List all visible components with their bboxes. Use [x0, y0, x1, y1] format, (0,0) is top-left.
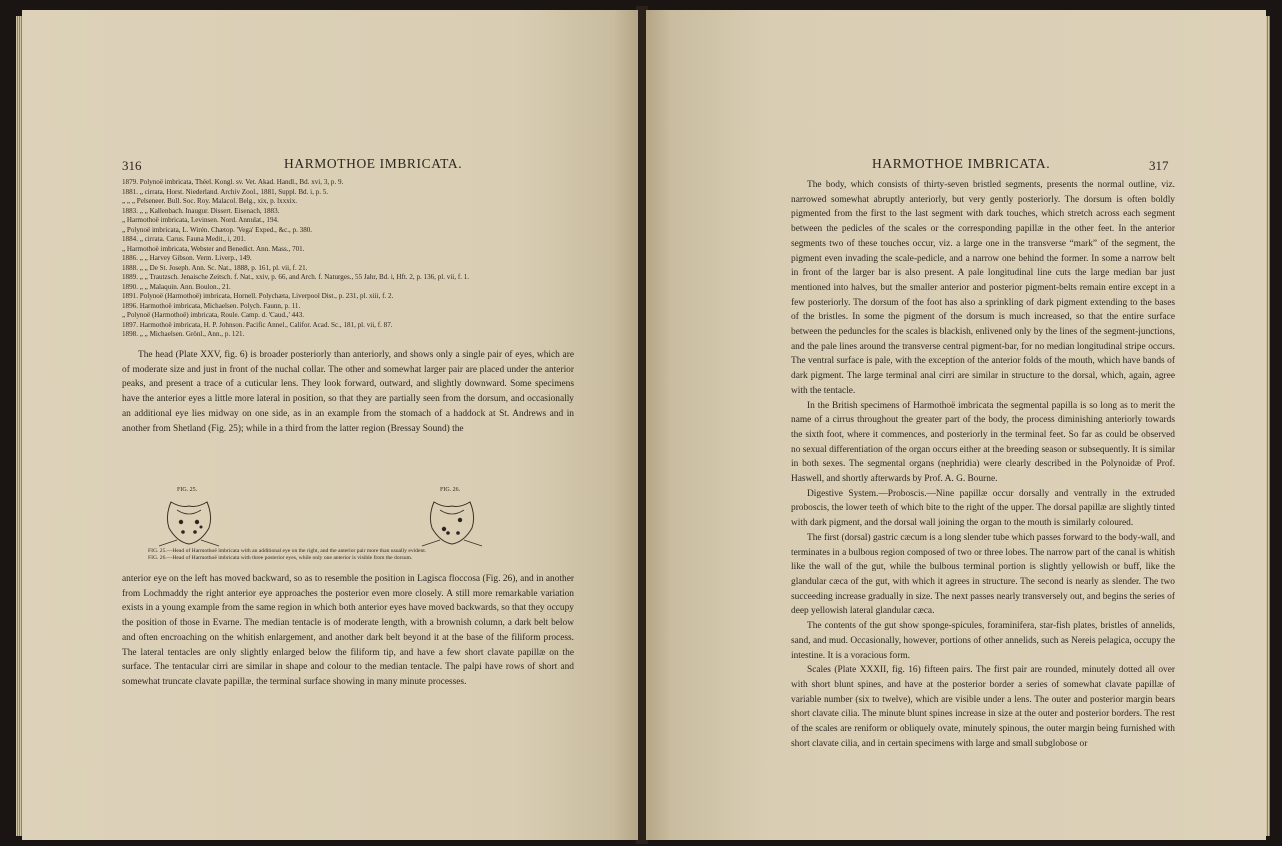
running-head: HARMOTHOE IMBRICATA.	[872, 156, 1051, 171]
reference-line: „ „ „ Pelseneer. Bull. Soc. Roy. Malacol. Belg., xix, p. lxxxix.	[122, 197, 298, 205]
figure-label: FIG. 26.	[440, 487, 461, 493]
paragraph: The head (Plate XXV, fig. 6) is broader posteriorly than anteriorly, and shows only a single pair of eyes, which are of moderate size and just in front of the nuchal collar. The other and somewhat larger pair are placed under the anterior peaks, and present a trace of a cuticular lens. They look forward, outward, and slightly downward. Some specimens have the anterior eyes a little more lateral in position, so that they are partially seen from the dorsum, and occasionally an additional eye lies midway on one side, as in an example from the stomach of a haddock at St. Andrews and in another from Shetland (Fig. 25); while in a third from the latter region (Bressay Sound) the	[122, 350, 574, 434]
figure-captions	[132, 548, 570, 562]
figure-caption: FIG. 26.—Head of Harmothoë imbricata with three posterior eyes, while only one anterior is visible from the dorsum.	[148, 554, 413, 561]
figure-caption: FIG. 25.—Head of Harmothoë imbricata with an additional eye on the right, and the anterior pair more than usually evident.	[148, 548, 427, 554]
figure-label: FIG. 25.	[177, 487, 198, 493]
reference-line: 1898. „ „ Michaelsen. Grönl., Ann., p. 121.	[122, 330, 245, 338]
reference-line: 1884. „ cirrata. Carus. Fauna Medit., i, 201.	[122, 235, 246, 243]
paragraph: The body, which consists of thirty-seven bristled segments, presents the normal outline, viz. narrowed somewhat abruptly anteriorly, but very gently posteriorly. The dorsum is often boldly pigmented from the first to the last segment with dark touches, which stretch across each segment between the pedicles of the scales or the corresponding papillæ in the other feet. In the anterior segments two of these touches occur, viz. a large one in the transverse “mark” of the segment, the pigment even invading the scale-pedicle, and a narrow one behind the former. In some a narrow belt in front of the larger bar is also present. A pale longitudinal line cuts the large median bar just mentioned into halves, but the smaller anterior and posterior pigment-belts remain entire except in a few posteriorly. The dorsum of the foot has also a sprinkling of dark pigment extending to the bases of the bristles. In some the pigment of the dorsum is much increased, so that the entire surface between the peduncles for the scales is blackish, enlivened only by the lines of the segment-junctions, and the pale lines around the transverse central pigment-bar, for no median longitudinal stripe occurs. The ventral surface is pale, with the exception of the anterior folds of the mouth, which have bands of dark pigment. The large terminal anal cirri are similar in structure to the dorsal, which, again, agree with the tentacle.	[791, 180, 1175, 396]
page-number: 317	[1149, 158, 1169, 173]
figure-26-head-illustration	[420, 496, 484, 548]
paragraph: The contents of the gut show sponge-spicules, foraminifera, star-fish plates, bristles of annelids, sand, and mud. Occasionally, however, portions of other annelids, such as Nereis pelagica, occupy the intestine. It is a voracious form.	[791, 621, 1175, 661]
left-page	[22, 10, 638, 840]
body-text	[791, 178, 1175, 751]
reference-line: „ Harmothoë imbricata, Levinsen. Nord. Annulat., 194.	[122, 216, 279, 224]
reference-line: 1889. „ „ Trautzsch. Jenaische Zeitsch. f. Nat., xxiv, p. 66, and Arch. f. Naturges., 55 Jahr, Bd. i, Hft. 2, p. 136, pl. vii, f. 1.	[122, 273, 470, 281]
reference-line: 1897. Harmothoë imbricata, H. P. Johnson. Pacific Annel., Califor. Acad. Sc., 181, pl. vii, f. 87.	[122, 320, 393, 329]
reference-line: „ Polynoë imbricata, L. Wirén. Chætop. 'Vega' Exped., &c., p. 380.	[122, 225, 313, 234]
paragraph: The first (dorsal) gastric cæcum is a long slender tube which passes forward to the body-wall, and terminates in a bulbous region composed of two or three lobes. The narrow part of the canal is whitish like the wall of the gut, while the bulbous terminal portion is slightly yellowish or buff, like the glandular cæca of the gut, with which it agrees in structure. The second is nearly as slender. The two succeeding increase gradually in size. The next passes nearly transversely out, and begins the series of deep yellowish lateral glandular cæca.	[791, 532, 1175, 617]
paragraph: anterior eye on the left has moved backward, so as to resemble the position in Lagisca floccosa (Fig. 26), and in another from Lochmaddy the right anterior eye approaches the posterior even more closely. A still more remarkable variation exists in a young example from the same region in which both anterior eyes have moved backwards, so that they occupy the position of those in Evarne. The median tentacle is of moderate length, with a brownish column, a dark belt below and often encroaching on the whitish enlargement, and another dark belt beyond it at the base of the filiform process. The lateral tentacles are only slightly enlarged below the filiform tip, and have a few short clavate papillæ on the surface. The tentacular cirri are similar in shape and colour to the median tentacle. The palpi have rows of short and somewhat truncate clavate papillæ, the terminal surface showing in many minute processes.	[122, 574, 574, 687]
reference-line: 1888. „ „ De St. Joseph. Ann. Sc. Nat., 1888, p. 161, pl. vii, f. 21.	[122, 263, 308, 272]
right-page	[646, 10, 1266, 840]
running-head: HARMOTHOE IMBRICATA.	[284, 156, 463, 171]
paragraph: Scales (Plate XXXII, fig. 16) fifteen pairs. The first pair are rounded, minutely dotted all over with short blunt spines, and have at the posterior border a series of somewhat clavate papillæ of variable number (six to twelve), which are visible under a lens. The outer and posterior margin bears short clavate cilia. The minute blunt spines increase in size at the outer and posterior borders. The rest of the scales are reniform or obliquely ovate, minutely spinous, the outer margin being furnished with short clavate cilia, and in certain specimens with large and small subglobose or	[791, 665, 1175, 749]
paragraph: In the British specimens of Harmothoë imbricata the segmental papilla is so long as to merit the name of a cirrus throughout the greater part of the body, the process diminishing anteriorly towards the sixth foot, where it commences, and posteriorly in the terminal feet. So far as could be observed no sexual differentiation of the organ occurs either at the breeding season or subsequently. It is similar in both sexes. The segmental organs (nephridia) were clearly described in the Polynoidæ of Prof. Haswell, and shortly afterwards by Prof. A. G. Bourne.	[791, 400, 1175, 485]
reference-line: „ Polynoë (Harmothoë) imbricata, Roule. Camp. d. 'Caud.,' 443.	[122, 311, 305, 319]
reference-line: 1896. Harmothoë imbricata, Michaelsen. Polych. Faunn, p. 11.	[122, 301, 301, 310]
reference-line: 1883. „ „ Kallenbach. Inaugur. Dissert. Eisenach, 1883.	[122, 206, 280, 215]
page-number: 316	[122, 158, 142, 173]
reference-line: 1890. „ „ Malaquin. Ann. Boulon., 21.	[122, 282, 231, 291]
figure-25-head-illustration	[157, 496, 221, 548]
reference-line: 1881. „ cirrata, Horst. Niederland. Archiv Zool., 1881, Suppl. Bd. i, p. 5.	[122, 187, 329, 196]
body-text-continued	[122, 572, 574, 690]
reference-line: 1879. Polynoë imbricata, Théel. Kongl. sv. Vet. Akad. Handl., Bd. xvi, 3, p. 9.	[122, 178, 344, 186]
reference-line: 1886. „ „ Harvey Gibson. Verm. Liverp., 149.	[122, 254, 252, 262]
reference-line: 1891. Polynoë (Harmothoë) imbricata, Hornell. Polychæta, Liverpool Dist., p. 231, pl. xiii, f. 2.	[122, 292, 394, 300]
reference-line: „ Harmothoë imbricata, Webster and Benedict. Ann. Mass., 701.	[122, 244, 305, 253]
references-list	[122, 178, 574, 340]
paragraph: Digestive System.—Proboscis.—Nine papillæ occur dorsally and ventrally in the extruded proboscis, the lower teeth of which bite to the right of the upper. The dorsal papillæ are slightly tinted with dark pigment, and the dorsal wall joining the organ to the mouth is similarly coloured.	[791, 488, 1175, 529]
body-text-head	[122, 348, 574, 436]
